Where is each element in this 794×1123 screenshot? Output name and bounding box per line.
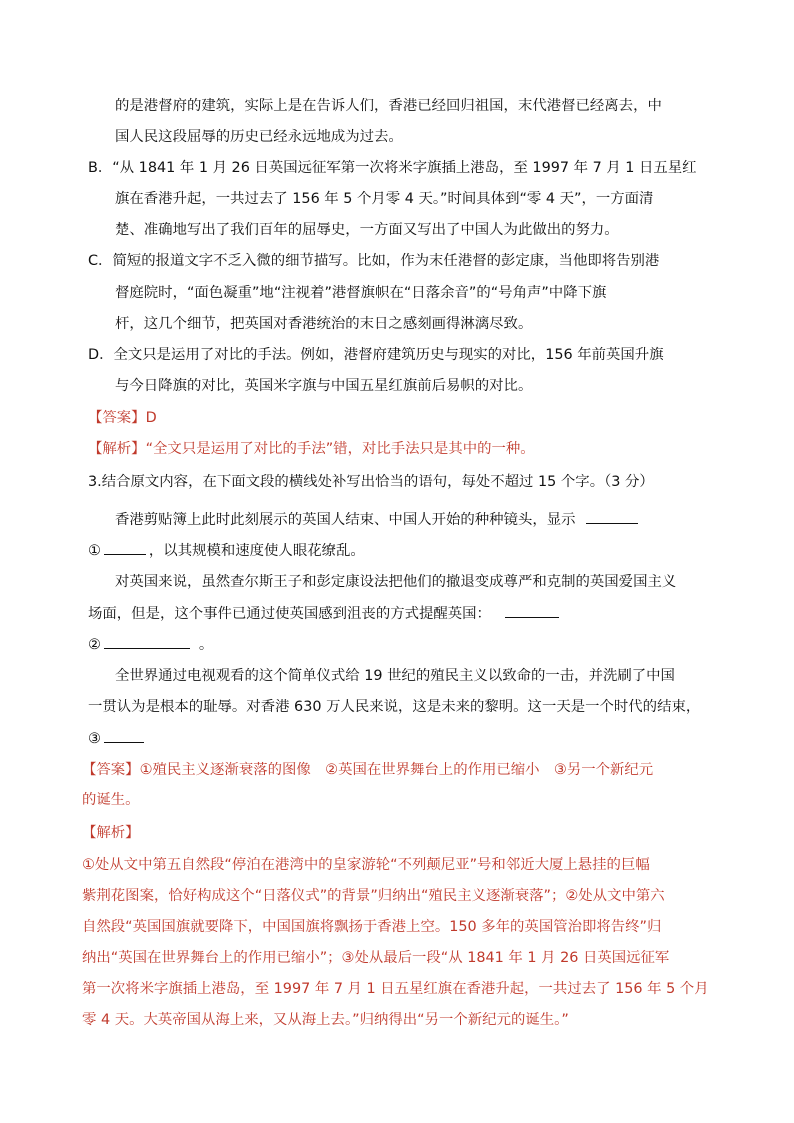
q3-para3-line-3 xyxy=(88,728,147,748)
option-a-line-2: 国人民这段屈辱的历史已经永远地成为过去。 xyxy=(115,129,403,145)
q3-para2-line-2 xyxy=(88,603,562,623)
fill-blank-1a[interactable] xyxy=(586,509,638,524)
q3-para1-text-2: ，以其规模和速度使人眼花缭乱。 xyxy=(148,543,365,559)
q2-answer-value: D xyxy=(145,410,157,426)
q3-para2-end: 。 xyxy=(198,637,214,653)
q3-answer-line-2 xyxy=(82,790,140,810)
q3-para2-line-3 xyxy=(88,634,213,654)
option-c-line-3: 杆，这几个细节，把英国对香港统治的末日之感刻画得淋漓尽致。 xyxy=(115,316,533,332)
q3-analysis-line-5: 第一次将米字旗插上港岛，至 1997 年 7 月 1 日五星红旗在香港升起，一共过去了 156 年 5 个月 xyxy=(82,981,709,997)
q3-para3-line-2: 一贯认为是根本的耻辱。对香港 630 万人民来说，这是未来的黎明。这一天是一个时代的结束， xyxy=(88,699,701,715)
option-b-line-1: B．“从 1841 年 1 月 26 日英国远征军第一次将米字旗插上港岛，至 1997 年 7 月 1 日五星红 xyxy=(88,160,697,176)
q3-para1-line-1 xyxy=(115,509,641,529)
fill-blank-2a[interactable] xyxy=(505,603,559,618)
q3-answer-text-2: 的诞生。 xyxy=(82,792,140,808)
q3-analysis-line-3: 自然段“英国国旗就要降下，中国国旗将飘扬于香港上空。150 多年的英国管治即将告终”归 xyxy=(82,919,662,935)
q3-answer-text-1: ①殖民主义逐渐衰落的图像 ②英国在世界舞台上的作用已缩小 ③另一个新纪元 xyxy=(139,762,654,778)
q3-para1-line-2 xyxy=(88,540,365,560)
q3-analysis-line-2: 紫荆花图案，恰好构成这个“日落仪式”的背景”归纳出“殖民主义逐渐衰落”；②处从文中第六 xyxy=(82,888,665,904)
q3-para1-text: 香港剪贴簿上此时此刻展示的英国人结束、中国人开始的种种镜头，显示 xyxy=(115,512,576,528)
option-b-line-2: 旗在香港升起，一共过去了 156 年 5 个月零 4 天。”时间具体到“零 4 天”，一方面清 xyxy=(115,191,654,207)
q2-analysis xyxy=(88,439,535,459)
fill-blank-3[interactable] xyxy=(104,728,144,743)
option-c-line-1: C．简短的报道文字不乏入微的细节描写。比如，作为末任港督的彭定康，当他即将告别港 xyxy=(88,253,660,269)
q3-analysis-line-6: 零 4 天。大英帝国从海上来，又从海上去。”归纳得出“另一个新纪元的诞生。” xyxy=(82,1012,569,1028)
fill-blank-2b[interactable] xyxy=(104,634,190,649)
blank-marker-3: ③ xyxy=(88,731,101,747)
fill-blank-1b[interactable] xyxy=(104,540,146,555)
q3-para2-line-1: 对英国来说，虽然查尔斯王子和彭定康设法把他们的撤退变成尊严和克制的英国爱国主义 xyxy=(115,574,677,590)
q3-prompt: 3.结合原文内容，在下面文段的横线处补写出恰当的语句，每处不超过 15 个字。（3 分） xyxy=(88,474,654,490)
q3-analysis-label: 【解析】 xyxy=(82,825,140,841)
q3-answer-line-1 xyxy=(82,760,653,780)
option-d-line-2: 与今日降旗的对比，英国米字旗与中国五星红旗前后易帜的对比。 xyxy=(115,378,533,394)
blank-marker-2: ② xyxy=(88,637,101,653)
q3-para2-text: 场面，但是，这个事件已通过使英国感到沮丧的方式提醒英国： xyxy=(88,606,491,622)
option-d-line-1: D．全文只是运用了对比的手法。例如，港督府建筑历史与现实的对比，156 年前英国升旗 xyxy=(88,347,664,363)
blank-marker-1: ① xyxy=(88,543,101,559)
q3-analysis-line-4: 纳出“英国在世界舞台上的作用已缩小”；③处从最后一段“从 1841 年 1 月 26 日英国远征军 xyxy=(82,950,670,966)
option-c-line-2: 督庭院时，“面色凝重”地“注视着”港督旗帜在“日落余音”的“号角声”中降下旗 xyxy=(115,285,607,301)
q3-answer-label: 【答案】 xyxy=(82,762,140,778)
q2-analysis-text: “全文只是运用了对比的手法”错，对比手法只是其中的一种。 xyxy=(145,441,535,457)
option-b-line-3: 楚、准确地写出了我们百年的屈辱史，一方面又写出了中国人为此做出的努力。 xyxy=(115,222,619,238)
q2-answer-label: 【答案】 xyxy=(88,410,146,426)
q2-analysis-label: 【解析】 xyxy=(88,441,146,457)
q2-answer xyxy=(88,408,157,428)
q3-para3-line-1: 全世界通过电视观看的这个简单仪式给 19 世纪的殖民主义以致命的一击，并洗刷了中国 xyxy=(115,668,675,684)
option-a-line-1: 的是港督府的建筑，实际上是在告诉人们，香港已经回归祖国，末代港督已经离去，中 xyxy=(115,98,662,114)
q3-analysis-line-1: ①处从文中第五自然段“停泊在港湾中的皇家游轮“不列颠尼亚”号和邻近大厦上悬挂的巨幅 xyxy=(82,857,650,873)
